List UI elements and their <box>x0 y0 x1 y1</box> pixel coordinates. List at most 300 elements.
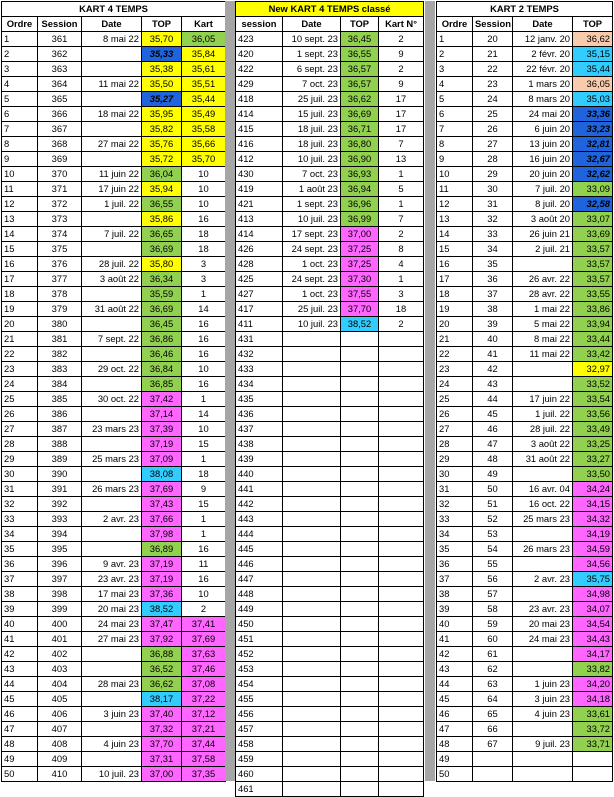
table-cell[interactable]: 45 <box>437 692 473 707</box>
table-cell[interactable]: 374 <box>38 227 82 242</box>
table-cell[interactable]: 26 <box>437 407 473 422</box>
table-cell[interactable]: 30 <box>437 467 473 482</box>
table-cell[interactable]: 455 <box>236 692 283 707</box>
table-cell[interactable]: 10 juil. 23 <box>82 767 142 782</box>
table-cell[interactable]: 18 <box>182 467 226 482</box>
table-cell[interactable]: 33,69 <box>573 227 613 242</box>
table-cell[interactable]: 49 <box>437 752 473 767</box>
table-cell[interactable]: 45 <box>2 692 38 707</box>
table-cell[interactable]: 7 <box>379 212 424 227</box>
table-cell[interactable]: 12 janv. 20 <box>513 32 573 47</box>
table-cell[interactable]: 8 mars 20 <box>513 92 573 107</box>
table-cell[interactable]: 20 mai 23 <box>82 602 142 617</box>
table-cell[interactable] <box>379 602 424 617</box>
table-cell[interactable]: 35 <box>473 257 513 272</box>
table-cell[interactable]: 36,52 <box>142 662 182 677</box>
table-cell[interactable]: 23 <box>2 362 38 377</box>
table-cell[interactable]: 445 <box>236 542 283 557</box>
table-cell[interactable]: 18 <box>182 242 226 257</box>
table-cell[interactable]: 31 <box>437 482 473 497</box>
table-cell[interactable] <box>379 422 424 437</box>
table-cell[interactable]: 42 <box>437 647 473 662</box>
table-cell[interactable]: 1 <box>182 392 226 407</box>
table-cell[interactable]: 29 <box>2 452 38 467</box>
table-cell[interactable] <box>341 707 379 722</box>
table-cell[interactable] <box>341 572 379 587</box>
table-cell[interactable]: 423 <box>236 32 283 47</box>
table-cell[interactable]: 1 <box>182 527 226 542</box>
table-cell[interactable]: 36,45 <box>341 32 379 47</box>
table-cell[interactable]: 33,57 <box>573 257 613 272</box>
table-cell[interactable]: 33,61 <box>573 707 613 722</box>
table-cell[interactable]: 3 août 20 <box>513 212 573 227</box>
table-cell[interactable]: 20 <box>473 32 513 47</box>
table-cell[interactable]: 8 juil. 20 <box>513 197 573 212</box>
table-cell[interactable]: 401 <box>38 632 82 647</box>
table-cell[interactable]: 24 <box>473 92 513 107</box>
table-cell[interactable] <box>513 257 573 272</box>
table-cell[interactable]: 373 <box>38 212 82 227</box>
table-cell[interactable]: 9 <box>437 152 473 167</box>
table-cell[interactable]: 33,72 <box>573 722 613 737</box>
table-cell[interactable] <box>379 692 424 707</box>
table-cell[interactable]: 32 <box>2 497 38 512</box>
table-cell[interactable]: 36,99 <box>341 212 379 227</box>
table-cell[interactable]: 36,86 <box>142 332 182 347</box>
table-cell[interactable]: 34,18 <box>573 692 613 707</box>
table-cell[interactable]: 391 <box>38 482 82 497</box>
table-cell[interactable] <box>379 467 424 482</box>
table-cell[interactable]: 456 <box>236 707 283 722</box>
table-cell[interactable]: 37,25 <box>341 257 379 272</box>
table-cell[interactable]: 399 <box>38 602 82 617</box>
table-cell[interactable]: 46 <box>473 422 513 437</box>
table-cell[interactable]: 13 juin 20 <box>513 137 573 152</box>
table-cell[interactable]: 429 <box>236 77 283 92</box>
table-cell[interactable] <box>283 737 341 752</box>
table-cell[interactable]: 9 <box>2 152 38 167</box>
table-cell[interactable]: 33,55 <box>573 287 613 302</box>
table-cell[interactable]: 37,43 <box>142 497 182 512</box>
table-cell[interactable]: 46 <box>2 707 38 722</box>
table-cell[interactable]: 37,19 <box>142 437 182 452</box>
table-cell[interactable]: 36,69 <box>341 107 379 122</box>
table-cell[interactable]: 29 <box>437 452 473 467</box>
table-cell[interactable]: 417 <box>236 302 283 317</box>
table-cell[interactable]: 35,50 <box>142 77 182 92</box>
table-cell[interactable] <box>82 122 142 137</box>
table-cell[interactable]: 440 <box>236 467 283 482</box>
table-cell[interactable]: 57 <box>473 587 513 602</box>
table-cell[interactable] <box>82 347 142 362</box>
table-cell[interactable]: 33,50 <box>573 467 613 482</box>
table-cell[interactable]: 438 <box>236 437 283 452</box>
table-cell[interactable] <box>341 662 379 677</box>
table-cell[interactable]: 5 mai 22 <box>513 317 573 332</box>
table-cell[interactable]: 369 <box>38 152 82 167</box>
table-cell[interactable]: 36,96 <box>341 197 379 212</box>
table-cell[interactable]: 16 <box>182 332 226 347</box>
table-cell[interactable]: 6 <box>2 107 38 122</box>
table-cell[interactable]: 375 <box>38 242 82 257</box>
table-cell[interactable]: 35,33 <box>142 47 182 62</box>
table-cell[interactable]: 414 <box>236 107 283 122</box>
table-cell[interactable]: 368 <box>38 137 82 152</box>
table-cell[interactable]: 26 <box>473 122 513 137</box>
table-cell[interactable]: 38 <box>2 587 38 602</box>
table-cell[interactable]: 30 <box>2 467 38 482</box>
table-cell[interactable]: 16 <box>182 572 226 587</box>
table-cell[interactable] <box>341 587 379 602</box>
table-cell[interactable] <box>341 542 379 557</box>
table-cell[interactable]: 2 <box>379 62 424 77</box>
table-cell[interactable]: 22 <box>2 347 38 362</box>
table-cell[interactable]: 4 <box>437 77 473 92</box>
table-cell[interactable]: 18 <box>379 302 424 317</box>
table-cell[interactable] <box>341 752 379 767</box>
table-cell[interactable] <box>283 752 341 767</box>
table-cell[interactable]: 13 <box>2 212 38 227</box>
table-cell[interactable]: 15 <box>182 497 226 512</box>
table-cell[interactable]: 37,30 <box>341 272 379 287</box>
table-cell[interactable]: 28 mai 23 <box>82 677 142 692</box>
table-cell[interactable] <box>341 692 379 707</box>
table-cell[interactable]: 11 juin 22 <box>82 167 142 182</box>
table-cell[interactable] <box>283 692 341 707</box>
table-cell[interactable]: 47 <box>2 722 38 737</box>
table-cell[interactable]: 44 <box>473 392 513 407</box>
table-cell[interactable]: 35,58 <box>182 122 226 137</box>
table-cell[interactable]: 378 <box>38 287 82 302</box>
table-cell[interactable]: 2 juil. 21 <box>513 242 573 257</box>
table-cell[interactable]: 4 <box>379 257 424 272</box>
table-cell[interactable]: 3 <box>379 287 424 302</box>
table-cell[interactable]: 14 <box>2 227 38 242</box>
table-cell[interactable]: 428 <box>236 257 283 272</box>
table-cell[interactable]: 44 <box>437 677 473 692</box>
table-cell[interactable]: 42 <box>473 362 513 377</box>
table-cell[interactable]: 1 <box>379 167 424 182</box>
table-cell[interactable]: 50 <box>473 482 513 497</box>
table-cell[interactable]: 17 juin 22 <box>513 392 573 407</box>
table-cell[interactable]: 36,90 <box>341 152 379 167</box>
table-cell[interactable]: 59 <box>473 617 513 632</box>
table-cell[interactable]: 416 <box>236 137 283 152</box>
table-cell[interactable]: 1 sept. 23 <box>283 47 341 62</box>
table-cell[interactable]: 1 <box>379 197 424 212</box>
table-cell[interactable]: 37,19 <box>142 557 182 572</box>
table-cell[interactable] <box>513 722 573 737</box>
table-cell[interactable]: 26 mars 23 <box>82 482 142 497</box>
table-cell[interactable]: 16 oct. 22 <box>513 497 573 512</box>
table-cell[interactable]: 450 <box>236 617 283 632</box>
table-cell[interactable]: 37 <box>473 287 513 302</box>
table-cell[interactable]: 4 juin 23 <box>82 737 142 752</box>
table-cell[interactable] <box>379 677 424 692</box>
table-cell[interactable]: 434 <box>236 377 283 392</box>
table-cell[interactable] <box>283 677 341 692</box>
table-cell[interactable] <box>341 617 379 632</box>
table-cell[interactable]: 34,19 <box>573 527 613 542</box>
table-cell[interactable]: 18 <box>437 287 473 302</box>
table-cell[interactable]: 10 <box>182 362 226 377</box>
table-cell[interactable]: 1 <box>182 512 226 527</box>
table-cell[interactable]: 13 <box>379 152 424 167</box>
table-cell[interactable]: 7 sept. 22 <box>82 332 142 347</box>
table-cell[interactable]: 10 juil. 23 <box>283 152 341 167</box>
table-cell[interactable]: 411 <box>236 317 283 332</box>
table-cell[interactable]: 24 mai 20 <box>513 107 573 122</box>
table-cell[interactable]: 453 <box>236 662 283 677</box>
table-cell[interactable]: 33 <box>437 512 473 527</box>
table-cell[interactable]: 23 avr. 23 <box>513 602 573 617</box>
table-cell[interactable]: 37,35 <box>182 767 226 782</box>
table-cell[interactable]: 37,39 <box>142 422 182 437</box>
table-cell[interactable]: 34,17 <box>573 647 613 662</box>
table-cell[interactable]: 50 <box>2 767 38 782</box>
table-cell[interactable]: 37,41 <box>182 617 226 632</box>
table-cell[interactable]: 16 avr. 04 <box>513 482 573 497</box>
table-cell[interactable]: 452 <box>236 647 283 662</box>
table-cell[interactable]: 9 juil. 23 <box>513 737 573 752</box>
table-cell[interactable]: 10 <box>437 167 473 182</box>
table-cell[interactable]: 3 août 22 <box>513 437 573 452</box>
table-cell[interactable] <box>341 737 379 752</box>
table-cell[interactable] <box>379 332 424 347</box>
table-cell[interactable]: 35,70 <box>142 32 182 47</box>
table-cell[interactable]: 446 <box>236 557 283 572</box>
table-cell[interactable]: 421 <box>236 197 283 212</box>
table-cell[interactable] <box>513 647 573 662</box>
table-cell[interactable]: 427 <box>236 287 283 302</box>
table-cell[interactable]: 35,75 <box>573 572 613 587</box>
table-cell[interactable]: 36,80 <box>341 137 379 152</box>
table-cell[interactable]: 377 <box>38 272 82 287</box>
table-cell[interactable]: 5 <box>437 92 473 107</box>
table-cell[interactable]: 31 août 22 <box>513 452 573 467</box>
table-cell[interactable]: 23 <box>473 77 513 92</box>
table-cell[interactable]: 37,08 <box>182 677 226 692</box>
table-cell[interactable] <box>341 362 379 377</box>
table-cell[interactable]: 442 <box>236 497 283 512</box>
table-cell[interactable] <box>473 752 513 767</box>
table-cell[interactable]: 33,42 <box>573 347 613 362</box>
table-cell[interactable]: 418 <box>236 92 283 107</box>
table-cell[interactable]: 457 <box>236 722 283 737</box>
table-cell[interactable]: 61 <box>473 647 513 662</box>
table-cell[interactable]: 2 <box>379 227 424 242</box>
table-cell[interactable]: 35 <box>437 542 473 557</box>
table-cell[interactable]: 43 <box>437 662 473 677</box>
table-cell[interactable] <box>379 662 424 677</box>
table-cell[interactable] <box>379 752 424 767</box>
table-cell[interactable]: 1 <box>379 272 424 287</box>
table-cell[interactable]: 1 juil. 22 <box>82 197 142 212</box>
table-cell[interactable]: 6 sept. 23 <box>283 62 341 77</box>
table-cell[interactable]: 33,44 <box>573 332 613 347</box>
table-cell[interactable]: 36,69 <box>142 242 182 257</box>
table-cell[interactable]: 28 <box>2 437 38 452</box>
table-cell[interactable]: 32,81 <box>573 137 613 152</box>
table-cell[interactable] <box>283 617 341 632</box>
table-cell[interactable]: 36,69 <box>142 302 182 317</box>
table-cell[interactable]: 35,38 <box>142 62 182 77</box>
table-cell[interactable]: 461 <box>236 782 283 797</box>
table-cell[interactable]: 35,44 <box>573 62 613 77</box>
table-cell[interactable]: 36,62 <box>573 32 613 47</box>
table-cell[interactable]: 435 <box>236 392 283 407</box>
table-cell[interactable]: 18 <box>182 227 226 242</box>
table-cell[interactable]: 33,36 <box>573 107 613 122</box>
table-cell[interactable]: 17 <box>437 272 473 287</box>
table-cell[interactable] <box>379 707 424 722</box>
table-cell[interactable]: 35,95 <box>142 107 182 122</box>
table-cell[interactable] <box>82 467 142 482</box>
table-cell[interactable]: 376 <box>38 257 82 272</box>
table-cell[interactable] <box>82 752 142 767</box>
table-cell[interactable] <box>379 617 424 632</box>
table-cell[interactable]: 37,00 <box>142 767 182 782</box>
table-cell[interactable]: 37,46 <box>182 662 226 677</box>
table-cell[interactable]: 40 <box>2 617 38 632</box>
table-cell[interactable]: 414 <box>236 227 283 242</box>
table-cell[interactable]: 439 <box>236 452 283 467</box>
table-cell[interactable]: 20 juin 20 <box>513 167 573 182</box>
table-cell[interactable]: 37,58 <box>182 752 226 767</box>
table-cell[interactable]: 44 <box>2 677 38 692</box>
table-cell[interactable]: 36 <box>473 272 513 287</box>
table-cell[interactable]: 410 <box>38 767 82 782</box>
table-cell[interactable]: 43 <box>2 662 38 677</box>
table-cell[interactable]: 36,84 <box>142 362 182 377</box>
table-cell[interactable]: 367 <box>38 122 82 137</box>
table-cell[interactable]: 37,22 <box>182 692 226 707</box>
table-cell[interactable]: 32 <box>473 212 513 227</box>
table-cell[interactable]: 28 juil. 22 <box>513 422 573 437</box>
table-cell[interactable] <box>379 722 424 737</box>
table-cell[interactable]: 392 <box>38 497 82 512</box>
table-cell[interactable]: 8 <box>2 137 38 152</box>
table-cell[interactable]: 10 sept. 23 <box>283 32 341 47</box>
table-cell[interactable] <box>513 362 573 377</box>
table-cell[interactable]: 19 <box>437 302 473 317</box>
table-cell[interactable]: 396 <box>38 557 82 572</box>
table-cell[interactable]: 24 sept. 23 <box>283 242 341 257</box>
table-cell[interactable]: 29 oct. 22 <box>82 362 142 377</box>
table-cell[interactable]: 33,56 <box>573 407 613 422</box>
table-cell[interactable]: 2 avr. 23 <box>82 512 142 527</box>
table-cell[interactable]: 38,08 <box>142 467 182 482</box>
table-cell[interactable]: 34,54 <box>573 617 613 632</box>
table-cell[interactable]: 2 <box>182 602 226 617</box>
table-cell[interactable]: 10 <box>182 197 226 212</box>
table-cell[interactable]: 454 <box>236 677 283 692</box>
table-cell[interactable]: 39 <box>473 317 513 332</box>
table-cell[interactable] <box>341 722 379 737</box>
table-cell[interactable]: 441 <box>236 482 283 497</box>
table-cell[interactable] <box>379 362 424 377</box>
table-cell[interactable]: 56 <box>473 572 513 587</box>
table-cell[interactable]: 1 <box>2 32 38 47</box>
table-cell[interactable]: 3 juin 23 <box>513 692 573 707</box>
table-cell[interactable]: 25 <box>437 392 473 407</box>
table-cell[interactable]: 25 juil. 23 <box>283 302 341 317</box>
table-cell[interactable]: 25 juil. 23 <box>283 92 341 107</box>
table-cell[interactable]: 27 <box>437 422 473 437</box>
table-cell[interactable]: 1 <box>182 452 226 467</box>
table-cell[interactable]: 7 <box>437 122 473 137</box>
table-cell[interactable]: 28 <box>473 152 513 167</box>
table-cell[interactable]: 37,70 <box>142 737 182 752</box>
table-cell[interactable]: 21 <box>473 47 513 62</box>
table-cell[interactable] <box>513 377 573 392</box>
table-cell[interactable]: 37,36 <box>142 587 182 602</box>
table-cell[interactable]: 361 <box>38 32 82 47</box>
table-cell[interactable]: 10 juil. 23 <box>283 212 341 227</box>
table-cell[interactable]: 37,19 <box>142 572 182 587</box>
table-cell[interactable]: 9 <box>182 482 226 497</box>
table-cell[interactable] <box>379 512 424 527</box>
table-cell[interactable]: 25 <box>2 392 38 407</box>
table-cell[interactable]: 37,42 <box>142 392 182 407</box>
table-cell[interactable]: 372 <box>38 197 82 212</box>
table-cell[interactable]: 400 <box>38 617 82 632</box>
table-cell[interactable]: 364 <box>38 77 82 92</box>
table-cell[interactable]: 49 <box>2 752 38 767</box>
table-cell[interactable] <box>283 602 341 617</box>
table-cell[interactable]: 36,45 <box>142 317 182 332</box>
table-cell[interactable]: 26 juin 21 <box>513 227 573 242</box>
table-cell[interactable]: 37 <box>2 572 38 587</box>
table-cell[interactable]: 386 <box>38 407 82 422</box>
table-cell[interactable]: 11 <box>437 182 473 197</box>
table-cell[interactable] <box>513 467 573 482</box>
table-cell[interactable]: 27 <box>473 137 513 152</box>
table-cell[interactable]: 33,23 <box>573 122 613 137</box>
table-cell[interactable]: 413 <box>236 212 283 227</box>
table-cell[interactable]: 34,20 <box>573 677 613 692</box>
table-cell[interactable]: 16 juin 20 <box>513 152 573 167</box>
table-cell[interactable]: 37,14 <box>142 407 182 422</box>
table-cell[interactable]: 48 <box>437 737 473 752</box>
table-cell[interactable] <box>379 782 424 797</box>
table-cell[interactable]: 14 <box>437 227 473 242</box>
table-cell[interactable]: 443 <box>236 512 283 527</box>
table-cell[interactable]: 54 <box>473 542 513 557</box>
table-cell[interactable]: 371 <box>38 182 82 197</box>
table-cell[interactable]: 11 mai 22 <box>82 77 142 92</box>
table-cell[interactable] <box>379 647 424 662</box>
table-cell[interactable]: 430 <box>236 167 283 182</box>
table-cell[interactable] <box>82 377 142 392</box>
table-cell[interactable]: 2 <box>437 47 473 62</box>
table-cell[interactable]: 26 avr. 22 <box>513 272 573 287</box>
table-cell[interactable]: 60 <box>473 632 513 647</box>
table-cell[interactable]: 4 juin 23 <box>513 707 573 722</box>
table-cell[interactable]: 379 <box>38 302 82 317</box>
table-cell[interactable]: 33,86 <box>573 302 613 317</box>
table-cell[interactable]: 37,69 <box>182 632 226 647</box>
table-cell[interactable] <box>283 767 341 782</box>
table-cell[interactable]: 36,46 <box>142 347 182 362</box>
table-cell[interactable]: 36,62 <box>341 92 379 107</box>
table-cell[interactable] <box>82 152 142 167</box>
table-cell[interactable] <box>379 497 424 512</box>
table-cell[interactable]: 41 <box>473 347 513 362</box>
table-cell[interactable]: 409 <box>38 752 82 767</box>
table-cell[interactable]: 425 <box>236 272 283 287</box>
table-cell[interactable]: 362 <box>38 47 82 62</box>
